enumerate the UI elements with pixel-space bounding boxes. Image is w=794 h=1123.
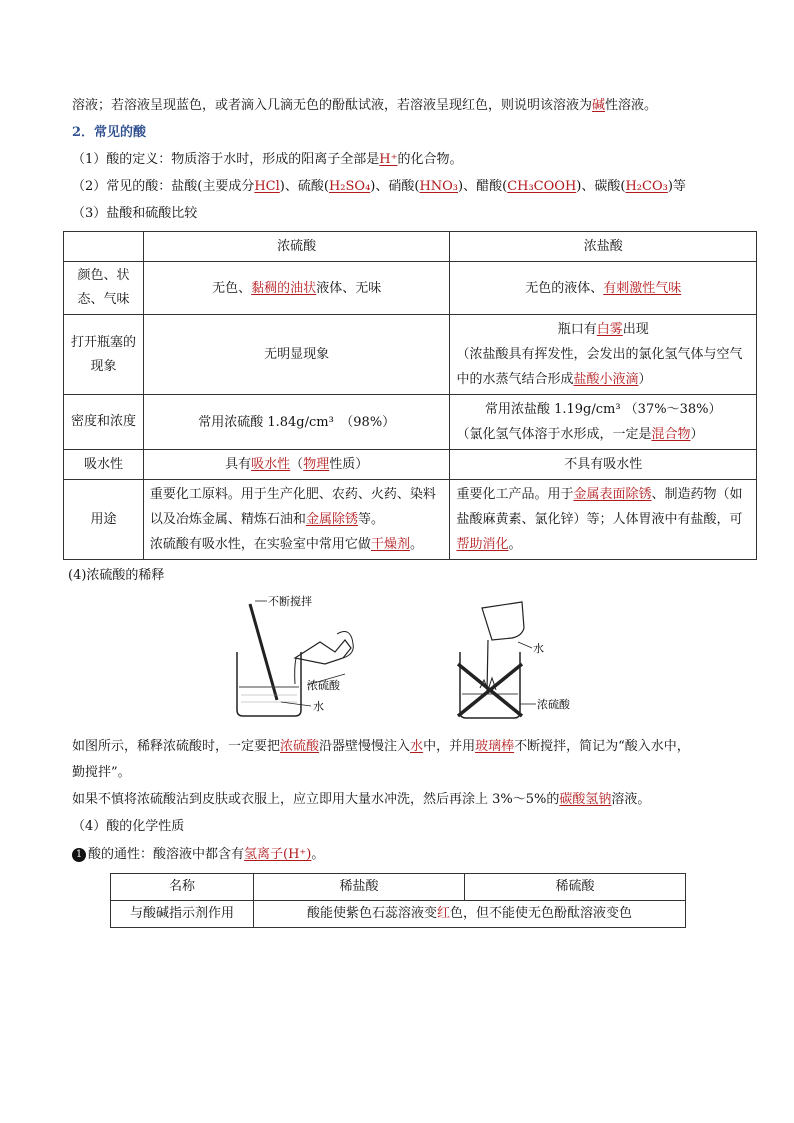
- intro-line: [72, 96, 657, 116]
- row-label: 密度和浓度: [64, 395, 144, 450]
- section-heading: 2．常见的酸: [72, 125, 147, 140]
- skin-safety-text: [72, 790, 650, 810]
- cell-text: 酸能使紫色石蕊溶液变: [306, 906, 437, 921]
- cell-text: ）: [638, 372, 652, 387]
- answer-text: 黏稠的油状: [251, 280, 317, 296]
- answer-text: 物理: [303, 457, 330, 472]
- answer-base: 碱: [592, 98, 606, 113]
- cell-text: （: [290, 457, 304, 472]
- definition-text-end: 的化合物。: [397, 152, 463, 167]
- acid-definition: [72, 150, 463, 170]
- body-text: 酸的通性：酸溶液中都含有: [88, 847, 245, 862]
- common-text: )、碳酸(: [576, 179, 626, 194]
- cell-text: 色，但不能使无色酚酞溶液变色: [450, 906, 633, 921]
- answer-text: 混合物: [651, 427, 691, 442]
- table-cell: 无明显现象: [143, 315, 450, 395]
- formula-hno3: HNO₃: [419, 179, 459, 194]
- answer-text: 有刺激性气味: [603, 280, 682, 296]
- body-text: 中，并用: [423, 739, 476, 754]
- header-cell: [64, 232, 144, 262]
- table-cell: [143, 480, 450, 560]
- dilution-explanation: [72, 737, 690, 757]
- cell-text: （浓盐酸具有挥发性，会发出的氯化氢气体与空气中的水蒸气结合形成: [456, 347, 743, 387]
- table-cell: 常用浓硫酸 1.84g/cm³ （98%）: [143, 395, 450, 450]
- table-cell: [253, 901, 685, 928]
- label-stirring: 不断搅拌: [268, 595, 312, 608]
- common-text: )、硫酸(: [279, 179, 329, 194]
- label-acid: 浓硫酸: [307, 679, 340, 692]
- body-text: 沿器壁慢慢注入: [319, 739, 411, 754]
- table-cell: [450, 395, 757, 450]
- formula-h2so4: H₂SO₄: [328, 179, 371, 194]
- beaker-icon: [237, 652, 301, 716]
- header-cell: 名称: [111, 874, 254, 901]
- body-text: 不断搅拌，简记为“酸入水中，: [514, 739, 690, 754]
- chemical-props-title: （4）酸的化学性质: [72, 819, 185, 834]
- table-row: [64, 450, 757, 480]
- formula-h2co3: H₂CO₃: [625, 179, 668, 194]
- intro-text-end: 性溶液。: [605, 98, 658, 113]
- answer-text: 干燥剂: [370, 537, 410, 552]
- table-row: [64, 395, 757, 450]
- common-property: [72, 845, 324, 865]
- cell-text: 。: [409, 537, 423, 552]
- definition-text: （1）酸的定义：物质溶于水时，形成的阳离子全部是: [72, 152, 380, 167]
- formula-ch3cooh: CH₃COOH: [507, 179, 577, 194]
- table-cell: [450, 480, 757, 560]
- cell-text: 重要化工产品。用于: [456, 487, 574, 502]
- dilution-title: (4)浓硫酸的稀释: [68, 568, 165, 583]
- pouring-beaker-icon: [482, 602, 524, 640]
- answer-text: 帮助消化: [456, 537, 509, 552]
- answer-text: 白雾: [596, 322, 623, 337]
- compare-table: [63, 231, 757, 560]
- common-text: )等: [667, 179, 686, 194]
- label-acid: 浓硫酸: [537, 698, 570, 711]
- cell-text: 重要化工原料。用于生产化肥、农药、火药、染料以及冶炼金属、精炼石油和: [149, 487, 436, 527]
- common-text: )、硝酸(: [370, 179, 420, 194]
- cell-text: 出现: [622, 322, 649, 337]
- common-text: )、醋酸(: [458, 179, 508, 194]
- answer-text: 金属表面除锈: [573, 487, 652, 502]
- glass-rod-icon: [250, 604, 277, 700]
- header-cell: 浓盐酸: [450, 232, 757, 262]
- cell-text: 瓶口有: [557, 322, 597, 337]
- row-label: 用途: [64, 480, 144, 560]
- header-cell: 稀硫酸: [464, 874, 685, 901]
- header-cell: 浓硫酸: [143, 232, 450, 262]
- header-cell: 稀盐酸: [253, 874, 464, 901]
- cell-text: 无色、: [212, 280, 252, 296]
- answer-text: 玻璃棒: [475, 739, 515, 754]
- row-label: 颜色、状态、气味: [64, 262, 144, 315]
- dilution-wrong-figure: [440, 600, 590, 725]
- answer-text: 浓硫酸: [280, 739, 320, 754]
- answer-text: 氢离子(H⁺): [244, 847, 312, 862]
- row-label: 吸水性: [64, 450, 144, 480]
- cell-text: 无色的液体、: [525, 280, 604, 296]
- pouring-bottle-icon: [295, 640, 351, 664]
- body-text: 溶液。: [611, 792, 651, 807]
- number-badge: 1: [72, 848, 86, 862]
- label-water: 水: [313, 700, 324, 713]
- cell-text: 具有: [225, 457, 252, 472]
- table-cell: [450, 315, 757, 395]
- cell-text: 常用浓盐酸 1.19g/cm³ （37%～38%）: [484, 402, 722, 417]
- chem-props-table: [110, 873, 686, 928]
- table-cell: [143, 450, 450, 480]
- body-text: 如果不慎将浓硫酸沾到皮肤或衣服上，应立即用大量水冲洗，然后再涂上 3%～5%的: [72, 792, 560, 807]
- dilution-explanation-cont: 勤搅拌”。: [72, 765, 131, 780]
- formula-hcl: HCl: [254, 179, 280, 194]
- answer-h-ion: H⁺: [379, 152, 398, 167]
- table-cell: [143, 262, 450, 315]
- body-text: 。: [311, 847, 325, 862]
- common-text: （2）常见的酸：盐酸(主要成分: [72, 179, 255, 194]
- table-row: [64, 315, 757, 395]
- compare-title: （3）盐酸和硫酸比较: [72, 206, 198, 221]
- answer-text: 金属除锈: [305, 512, 358, 527]
- answer-text: 盐酸小液滴: [573, 372, 639, 387]
- table-row: [64, 262, 757, 315]
- answer-text: 红: [436, 906, 450, 921]
- answer-text: 吸水性: [251, 457, 291, 472]
- cell-text: 、制造药物（如盐酸麻黄素、氯化锌）等；人体胃液中有盐酸，可: [456, 487, 743, 527]
- cell-text: ）: [690, 427, 704, 442]
- table-row: [111, 901, 686, 928]
- cell-text: 等。: [357, 512, 384, 527]
- table-header-row: [111, 874, 686, 901]
- row-label: 与酸碱指示剂作用: [111, 901, 254, 928]
- table-header-row: [64, 232, 757, 262]
- dilution-correct-figure: [225, 592, 395, 722]
- intro-text: 溶液；若溶液呈现蓝色，或者滴入几滴无色的酚酞试液，若溶液呈现红色，则说明该溶液为: [72, 98, 593, 113]
- cell-text: 浓硫酸有吸水性，在实验室中常用它做: [149, 537, 371, 552]
- cell-text: （氯化氢气体溶于水形成，一定是: [456, 427, 652, 442]
- common-acids: [72, 177, 686, 197]
- table-cell: 不具有吸水性: [450, 450, 757, 480]
- cell-text: 液体、无味: [316, 280, 382, 296]
- cell-text: 性质）: [329, 457, 369, 472]
- table-cell: [450, 262, 757, 315]
- table-row: [64, 480, 757, 560]
- answer-text: 碳酸氢钠: [559, 792, 612, 807]
- answer-text: 水: [410, 739, 424, 754]
- row-label: 打开瓶塞的现象: [64, 315, 144, 395]
- label-water: 水: [533, 642, 544, 655]
- body-text: 如图所示，稀释浓硫酸时，一定要把: [72, 739, 281, 754]
- cell-text: 。: [508, 537, 522, 552]
